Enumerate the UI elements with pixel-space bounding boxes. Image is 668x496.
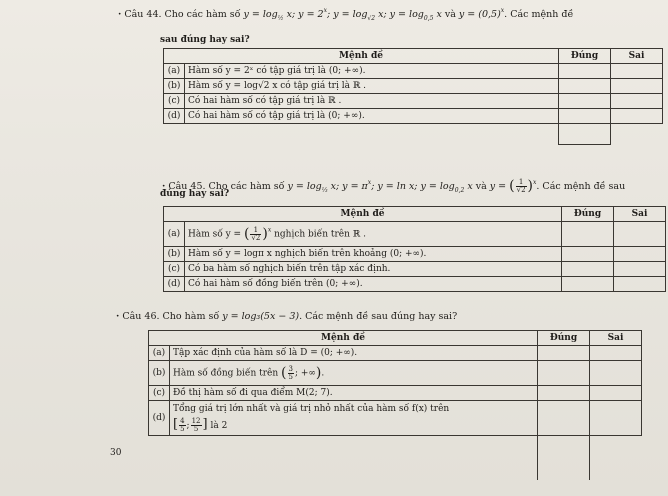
true-cell[interactable] xyxy=(538,386,590,401)
false-cell[interactable] xyxy=(611,64,663,79)
false-cell[interactable] xyxy=(590,386,642,401)
table-header xyxy=(164,207,666,222)
q45-prompt: · Câu 45. Cho các hàm số $y = \log_{\frac{1}{3}} x$; $y = \pi^x$; y = ln x; $y = \log_{0,2} x$ và y = ( $\frac{1}{√2}$ )$^x$. Các mệnh đề sau xyxy=(162,178,626,194)
row-statement: Hàm số y = logπ x nghịch biến trên khoảng (0; +∞). xyxy=(185,247,562,262)
row-label: (a) xyxy=(149,346,170,361)
header-statement: Mệnh đề xyxy=(164,49,559,64)
header-statement: Mệnh đề xyxy=(164,207,562,222)
row-statement: Hàm số y = ( $\frac{1}{√2}$ )$^x$ nghịch biến trên ℝ . xyxy=(185,222,562,247)
true-cell[interactable] xyxy=(562,247,614,262)
header-true: Đúng xyxy=(562,207,614,222)
table-row xyxy=(164,124,663,145)
q45-tail: . Các mệnh đề sau xyxy=(536,181,626,192)
true-cell[interactable] xyxy=(538,346,590,361)
table-row xyxy=(164,64,663,79)
table-header xyxy=(164,49,663,64)
false-cell[interactable] xyxy=(590,401,642,436)
table-row xyxy=(164,94,663,109)
row-statement: Có hai hàm số có tập giá trị là (0; +∞). xyxy=(185,109,559,124)
q45-line2: đúng hay sai? xyxy=(160,189,230,199)
table-header xyxy=(149,331,642,346)
table-row xyxy=(149,436,642,481)
row-label: (c) xyxy=(164,262,185,277)
false-cell[interactable] xyxy=(611,79,663,94)
header-true: Đúng xyxy=(559,49,611,64)
row-statement: Có hai hàm số có tập giá trị là ℝ . xyxy=(185,94,559,109)
true-cell[interactable] xyxy=(538,436,590,481)
false-cell[interactable] xyxy=(614,262,666,277)
true-cell[interactable] xyxy=(559,79,611,94)
true-cell[interactable] xyxy=(562,222,614,247)
table-row xyxy=(164,277,666,292)
q46-prompt: · Câu 46. Cho hàm số y = log₃(5x − 3). Các mệnh đề sau đúng hay sai? xyxy=(116,311,458,322)
q45-intro: Câu 45. Cho các hàm số xyxy=(168,181,285,192)
row-statement: Hàm số y = 2ˣ có tập giá trị là (0; +∞). xyxy=(185,64,559,79)
false-cell[interactable] xyxy=(590,346,642,361)
true-cell[interactable] xyxy=(538,401,590,436)
row-label: (b) xyxy=(149,361,170,386)
true-cell[interactable] xyxy=(559,94,611,109)
table-row xyxy=(164,262,666,277)
row-label: (d) xyxy=(164,109,185,124)
q45-table xyxy=(163,206,666,292)
q44-tail: . Các mệnh đề xyxy=(504,9,574,20)
page-number: 30 xyxy=(110,448,122,458)
q44-table xyxy=(163,48,663,145)
q44-intro: Câu 44. Cho các hàm số xyxy=(124,9,241,20)
row-label: (c) xyxy=(149,386,170,401)
true-cell[interactable] xyxy=(559,109,611,124)
row-statement: Có ba hàm số nghịch biến trên tập xác định. xyxy=(185,262,562,277)
table-row xyxy=(164,222,666,247)
true-cell[interactable] xyxy=(559,64,611,79)
row-label: (b) xyxy=(164,247,185,262)
true-cell[interactable] xyxy=(562,262,614,277)
row-label: (b) xyxy=(164,79,185,94)
false-cell[interactable] xyxy=(611,109,663,124)
row-statement: Đồ thị hàm số đi qua điểm M(2; 7). xyxy=(170,386,538,401)
header-true: Đúng xyxy=(538,331,590,346)
false-cell[interactable] xyxy=(614,277,666,292)
row-label: (c) xyxy=(164,94,185,109)
table-row xyxy=(149,386,642,401)
q46-function: y = log₃(5x − 3) xyxy=(222,311,300,322)
table-row xyxy=(164,79,663,94)
true-cell[interactable] xyxy=(559,124,611,145)
header-false: Sai xyxy=(590,331,642,346)
table-row xyxy=(149,361,642,386)
row-label: (d) xyxy=(149,401,170,436)
q44-line2: sau đúng hay sai? xyxy=(160,35,250,45)
header-false: Sai xyxy=(614,207,666,222)
row-statement: Tổng giá trị lớn nhất và giá trị nhỏ nhất của hàm số f(x) trên [ $\frac{4}{5}$ ; $\frac{12}{5}$ ] là 2 xyxy=(170,401,538,436)
true-cell[interactable] xyxy=(538,361,590,386)
row-statement: Có hai hàm số đồng biến trên (0; +∞). xyxy=(185,277,562,292)
q46-tail: . Các mệnh đề sau đúng hay sai? xyxy=(299,311,458,322)
table-row xyxy=(149,346,642,361)
table-row xyxy=(164,109,663,124)
row-label: (a) xyxy=(164,64,185,79)
false-cell[interactable] xyxy=(590,361,642,386)
false-cell[interactable] xyxy=(614,222,666,247)
table-row xyxy=(164,247,666,262)
false-cell[interactable] xyxy=(614,247,666,262)
table-row xyxy=(149,401,642,436)
row-statement: Hàm số y = log√2 x có tập giá trị là ℝ . xyxy=(185,79,559,94)
row-label: (d) xyxy=(164,277,185,292)
true-cell[interactable] xyxy=(562,277,614,292)
header-statement: Mệnh đề xyxy=(149,331,538,346)
header-false: Sai xyxy=(611,49,663,64)
row-label: (a) xyxy=(164,222,185,247)
q44-prompt: · Câu 44. Cho các hàm số $y = \log_{\frac{1}{2}} x$; $y = 2^x$; $y = \log_{√2} x$; $y = \log_{0,5} x$ và $y = (0,5)^x$. Các mệnh đề xyxy=(118,7,574,22)
q46-intro: Câu 46. Cho hàm số xyxy=(122,311,220,322)
row-statement: Hàm số đồng biến trên ( $\frac{3}{5}$ ; +∞). xyxy=(170,361,538,386)
q46-table xyxy=(148,330,642,480)
row-statement: Tập xác định của hàm số là D = (0; +∞). xyxy=(170,346,538,361)
false-cell[interactable] xyxy=(611,94,663,109)
